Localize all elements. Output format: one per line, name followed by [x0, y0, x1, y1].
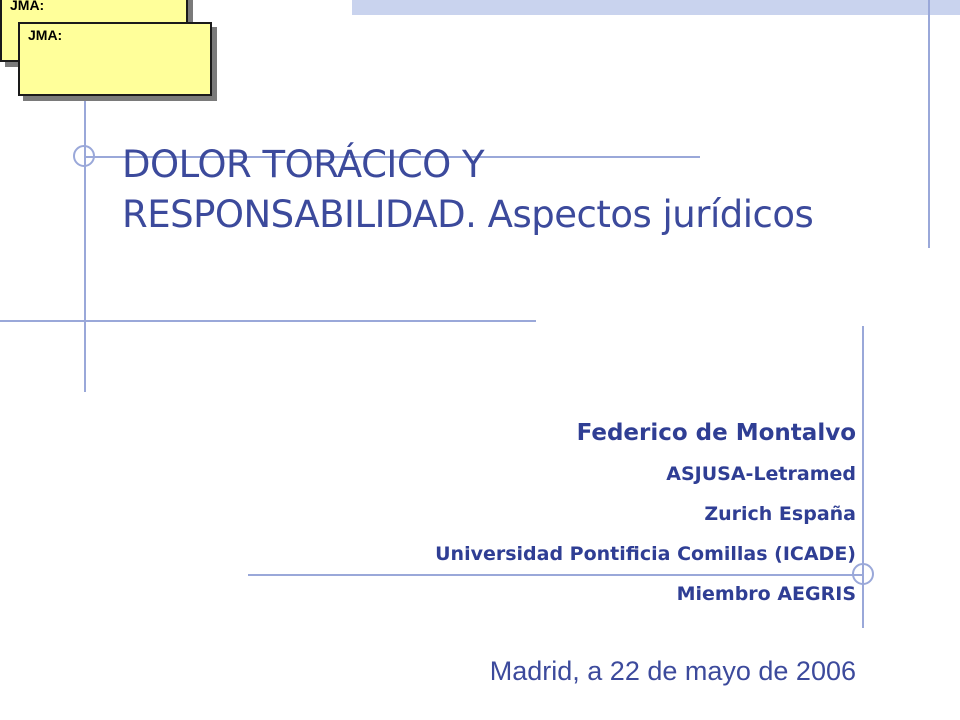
affiliation-line: ASJUSA-Letramed: [666, 463, 856, 485]
affiliation-line: Universidad Pontificia Comillas (ICADE): [435, 543, 856, 565]
author-block: [435, 412, 856, 614]
header-band: [352, 0, 960, 15]
slide-title: DOLOR TORÁCICO Y RESPONSABILIDAD. Aspectos jurídicos: [122, 143, 814, 236]
decor-vline-left: [84, 100, 86, 392]
affiliation-line: Miembro AEGRIS: [676, 583, 856, 605]
comment-note-label: JMA:: [28, 27, 63, 43]
affiliation-line: Zurich España: [704, 503, 856, 525]
slide-date: Madrid, a 22 de mayo de 2006: [489, 656, 856, 686]
comment-note-label: JMA:: [10, 0, 45, 13]
comment-note-front[interactable]: [18, 22, 212, 96]
decor-vline-right-top: [928, 0, 930, 248]
author-name: Federico de Montalvo: [576, 420, 856, 446]
decor-ring-title: [73, 145, 95, 167]
decor-hline-title-bottom: [0, 320, 536, 322]
